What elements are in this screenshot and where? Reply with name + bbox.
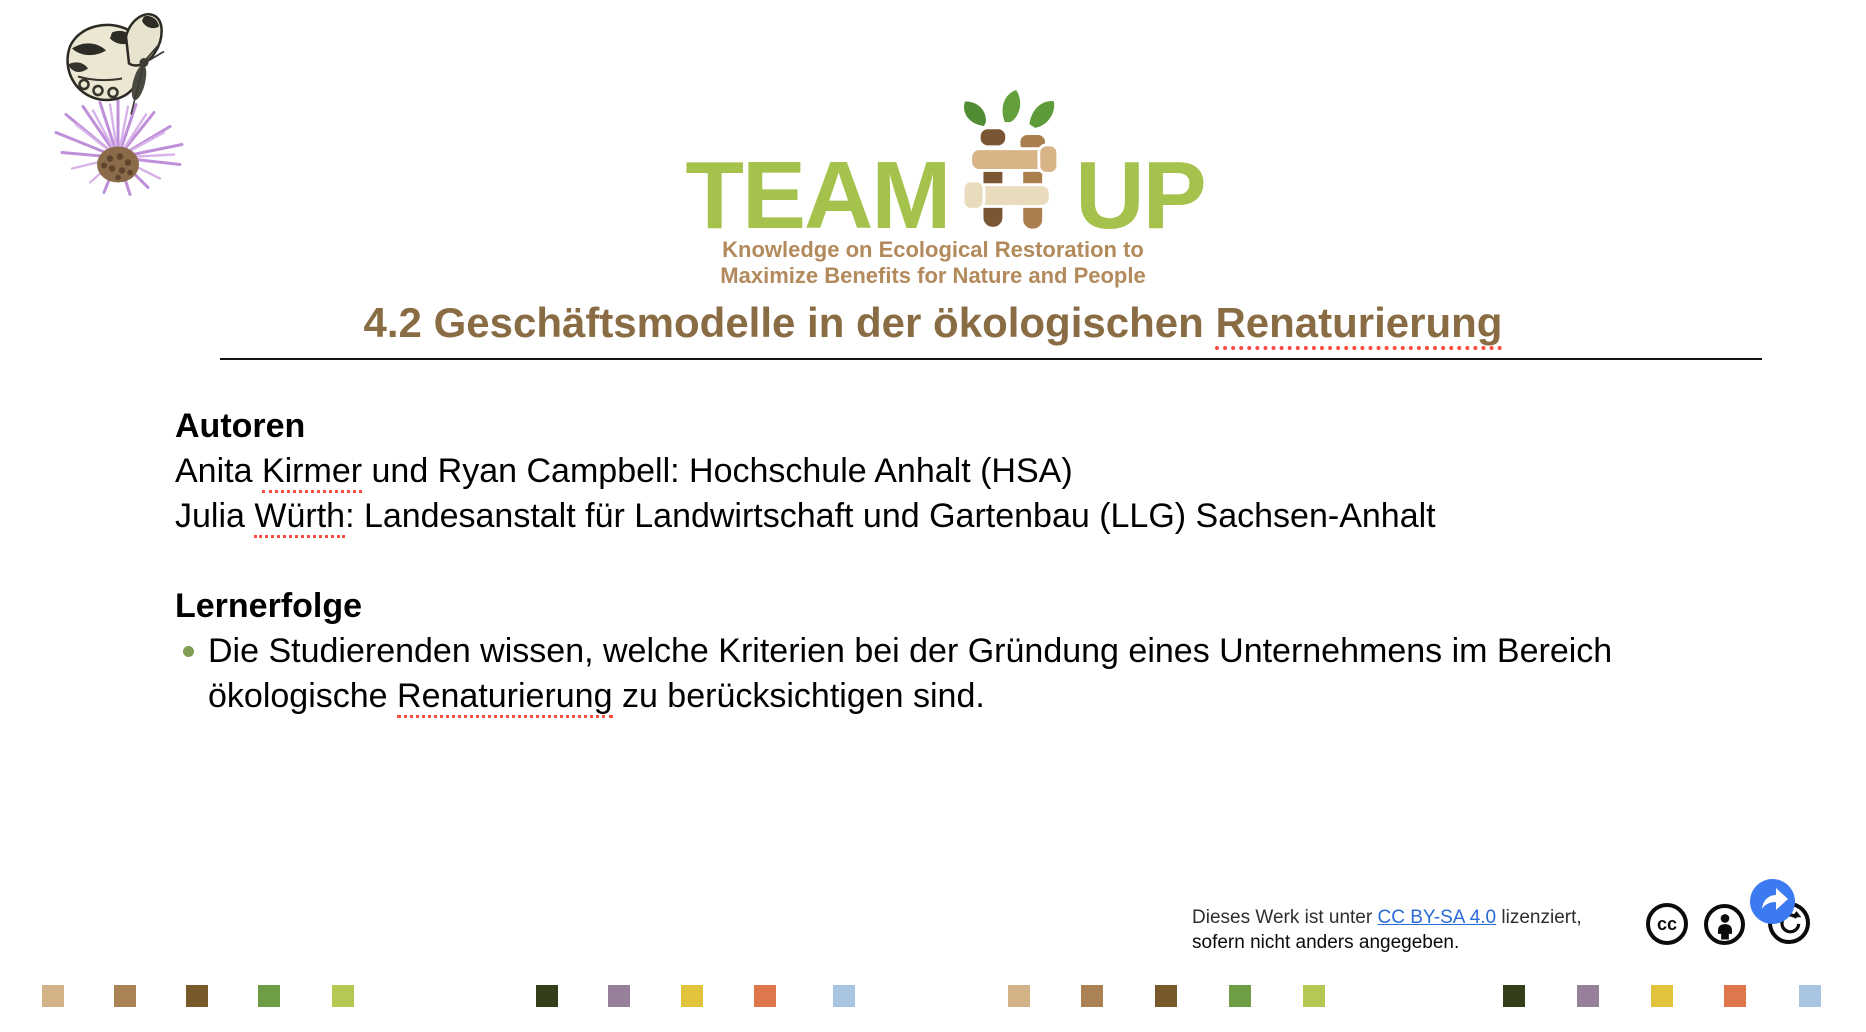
color-square [1229, 985, 1251, 1007]
logo-text-team: TEAM [685, 142, 950, 249]
color-square [1503, 985, 1525, 1007]
color-square [42, 985, 64, 1007]
logo-tagline [0, 237, 1866, 289]
butterfly-flower-image [38, 0, 198, 205]
tagline-line-2: Maximize Benefits for Nature and People [720, 263, 1146, 288]
blank-line [175, 539, 1815, 584]
logo-hands-leaves-icon [953, 90, 1071, 232]
slide-body [175, 404, 1815, 719]
cc-by-person-icon [1704, 904, 1745, 945]
divider-line [220, 358, 1762, 360]
color-square [332, 985, 354, 1007]
color-square [754, 985, 776, 1007]
color-square [186, 985, 208, 1007]
author-line-2: Julia Würth: Landesanstalt für Landwirtschaft und Gartenbau (LLG) Sachsen-Anhalt [175, 494, 1815, 539]
tagline-line-1: Knowledge on Ecological Restoration to [722, 237, 1144, 262]
title-misspelled-word: Renaturierung [1215, 299, 1502, 350]
learning-outcomes-heading: Lernerfolge [175, 587, 363, 625]
authors-heading: Autoren [175, 407, 306, 445]
color-square [536, 985, 558, 1007]
author-line-1: Anita Kirmer und Ryan Campbell: Hochschule Anhalt (HSA) [175, 449, 1815, 494]
license-line-1: Dieses Werk ist unter CC BY-SA 4.0 lizenziert, [1192, 907, 1582, 928]
license-note [1192, 905, 1582, 955]
footer-color-strip [0, 985, 1866, 1032]
color-square [1799, 985, 1821, 1007]
color-square [1303, 985, 1325, 1007]
learning-outcome-text: Die Studierenden wissen, welche Kriterien bei der Gründung eines Unternehmens im Bereich ökologische Renaturierung zu berücksichtigen sind. [208, 629, 1612, 719]
misspelled-word-kirmer: Kirmer [262, 452, 362, 493]
color-square [258, 985, 280, 1007]
color-square [1651, 985, 1673, 1007]
color-square [608, 985, 630, 1007]
color-square [1724, 985, 1746, 1007]
slide-title [0, 299, 1866, 347]
license-line-2: sofern nicht anders angegeben. [1192, 932, 1460, 953]
cc-icon: cc [1646, 903, 1688, 945]
color-square [833, 985, 855, 1007]
learning-outcome-item [175, 629, 1815, 719]
color-square [1081, 985, 1103, 1007]
cc-by-sa-link[interactable]: CC BY-SA 4.0 [1377, 907, 1497, 928]
color-square [114, 985, 136, 1007]
share-icon[interactable] [1750, 879, 1795, 924]
bullet-dot [183, 646, 194, 657]
teamup-logo [685, 96, 1205, 249]
logo-text-up: UP [1075, 142, 1205, 249]
misspelled-word-renaturierung: Renaturierung [397, 677, 612, 718]
misspelled-word-wuerth: Würth [254, 497, 345, 538]
color-square [681, 985, 703, 1007]
color-square [1155, 985, 1177, 1007]
title-text: 4.2 Geschäftsmodelle in der ökologischen [363, 299, 1216, 346]
color-square [1577, 985, 1599, 1007]
color-square [1008, 985, 1030, 1007]
